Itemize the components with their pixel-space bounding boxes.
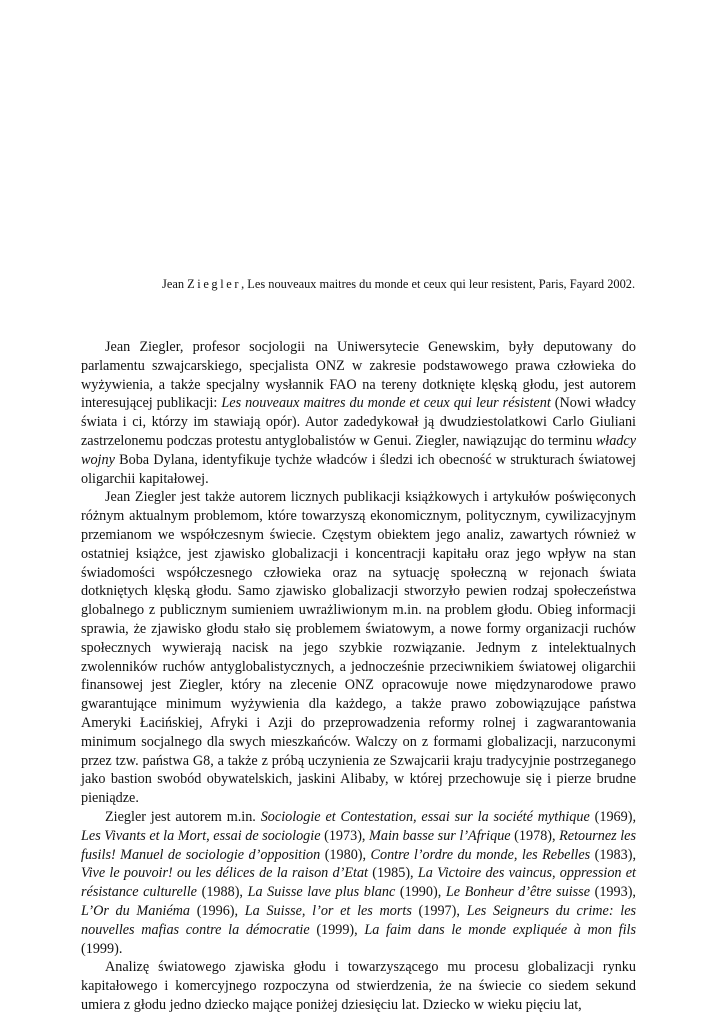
p3-text: (1988), — [196, 884, 248, 901]
p3-text: (1996), — [190, 902, 245, 919]
p3-text: Ziegler jest autorem m.in. — [105, 808, 261, 825]
footnote-citation — [162, 276, 636, 292]
footnote-author-last: Ziegler — [187, 277, 242, 291]
paragraph-2: Jean Ziegler jest także autorem licznych publikacji książkowych i artykułów poświęconych różnym aktualnym problemom, które towarzyszą ekonomicznym, politycznym, cywilizacyjnym przemianom we współczesnym świecie. Częstym obiektem jego analiz, zawartych również w ostatniej książce, jest zjawisko globalizacji i koncentracji kapitału oraz jego wpływ na stan świadomości współczesnego człowieka oraz na sytuację społeczną w rejonach świata dotkniętych klęską głodu. Samo zjawisko globalizacji stworzyło pewien rodzaj społeczeństwa globalnego z publicznym sumieniem uwrażliwionym m.in. na problem głodu. Obieg informacji sprawia, że zjawisko głodu stało się problemem światowym, a nowe formy organizacji ruchów społecznych wywierają nacisk na jego szybkie rozwiązanie. Jednym z intelektualnych zwolenników ruchów antyglobalistycznych, a jednocześnie przeciwnikiem światowej oligarchii finansowej jest Ziegler, który na zlecenie ONZ opracowuje nowe międzynarodowe prawo gwarantujące minimum wyżywienia dla każdego, a także prawo zobowiązujące państwa Ameryki Łacińskiej, Afryki i Azji do przeprowadzenia reformy rolnej i zagwarantowania minimum socjalnego dla swych mieszkańców. Walczy on z formami globalizacji, narzuconymi przez tzw. państwa G8, a także z próbą uczynienia ze Szwajcarii kraju tradycyjnie postrzeganego jako bastion swobód obywatelskich, jaskini Alibaby, w której przechowuje się i pierze brudne pieniądze. — [81, 489, 636, 807]
book-title: L’Or du Maniéma — [81, 902, 191, 919]
book-title: Sociologie et Contestation, essai sur la société mythique — [260, 808, 590, 825]
p1-text-c: Boba Dylana, identyfikuje tychże władców i śledzi ich obecność w strukturach światowej oligarchii kapitałowej. — [81, 451, 636, 487]
p3-text: (1973), — [320, 827, 370, 844]
paragraph-4: Analizę światowego zjawiska głodu i towarzyszącego mu procesu globalizacji rynku kapitałowego i komercyjnego rozpoczyna od stwierdzenia, że na świecie co siedem sekund umiera z głodu jedno dziecko mające poniżej dziesięciu lat. Dziecko w wieku pięciu lat, — [81, 959, 636, 1013]
p3-text: (1969) — [589, 808, 633, 825]
footnote-author-first: Jean — [162, 277, 188, 291]
p3-text: (1997), — [411, 902, 467, 919]
p1-term: władcy wojny — [81, 432, 636, 468]
book-title: La Suisse lave plus blanc — [247, 884, 396, 901]
book-title: La Victoire des vaincus, oppression et résistance culturelle — [81, 865, 636, 901]
book-title: Contre l’ordre du monde, les Rebelles — [370, 846, 591, 863]
book-title: Vive le pouvoir! ou les délices de la raison d’Etat — [81, 865, 368, 882]
paragraph-3 — [81, 808, 636, 958]
footnote-citation-text: , Les nouveaux maitres du monde et ceux qui leur resistent, Paris, Fayard 2002. — [241, 277, 636, 291]
p3-text: (1983), — [590, 846, 636, 863]
p3-text: (1990), — [395, 884, 446, 901]
p3-text: (1993), — [590, 884, 636, 901]
book-title: Le Bonheur d’être suisse — [445, 884, 590, 901]
p3-text: (1978), — [510, 827, 560, 844]
book-title: La Suisse, l’or et les morts — [244, 902, 412, 919]
body-text — [81, 338, 636, 1015]
p3-text: (1980), — [320, 846, 371, 863]
p3-text: (1985), — [367, 865, 418, 882]
p1-text-b: (Nowi władcy świata i ci, którzy im stawiają opór). Autor zadedykował ją dwudziestolatkowi Carlo Giuliani zastrzelonemu podczas protestu antyglobalistów w Genui. Ziegler, nawiązując do terminu — [81, 395, 636, 449]
book-title: La faim dans le monde expliquée à mon fils — [364, 921, 636, 938]
book-title: Les Seigneurs du crime: les nouvelles mafias contre la démocratie — [81, 902, 637, 938]
p1-text-a: Jean Ziegler, profesor socjologii na Uniwersytecie Genewskim, były deputowany do parlamentu szwajcarskiego, specjalista ONZ w zakresie podstawowego prawa człowieka do wyżywienia, a także specjalny wysłannik FAO na tereny dotknięte klęską głodu, jest autorem interesującej publikacji: — [81, 339, 636, 412]
p3-text: (1999). — [81, 940, 123, 957]
p1-book-title: Les nouveaux maitres du monde et ceux qui leur résistent — [221, 395, 551, 412]
book-title: Retournez les fusils! Manuel de sociologie d’opposition — [81, 827, 637, 863]
p3-text: (1999), — [309, 921, 365, 938]
book-title: Main basse sur l’Afrique — [369, 827, 511, 844]
book-title: , Les Vivants et la Mort, essai de sociologie — [81, 808, 636, 844]
paragraph-1 — [81, 338, 636, 488]
